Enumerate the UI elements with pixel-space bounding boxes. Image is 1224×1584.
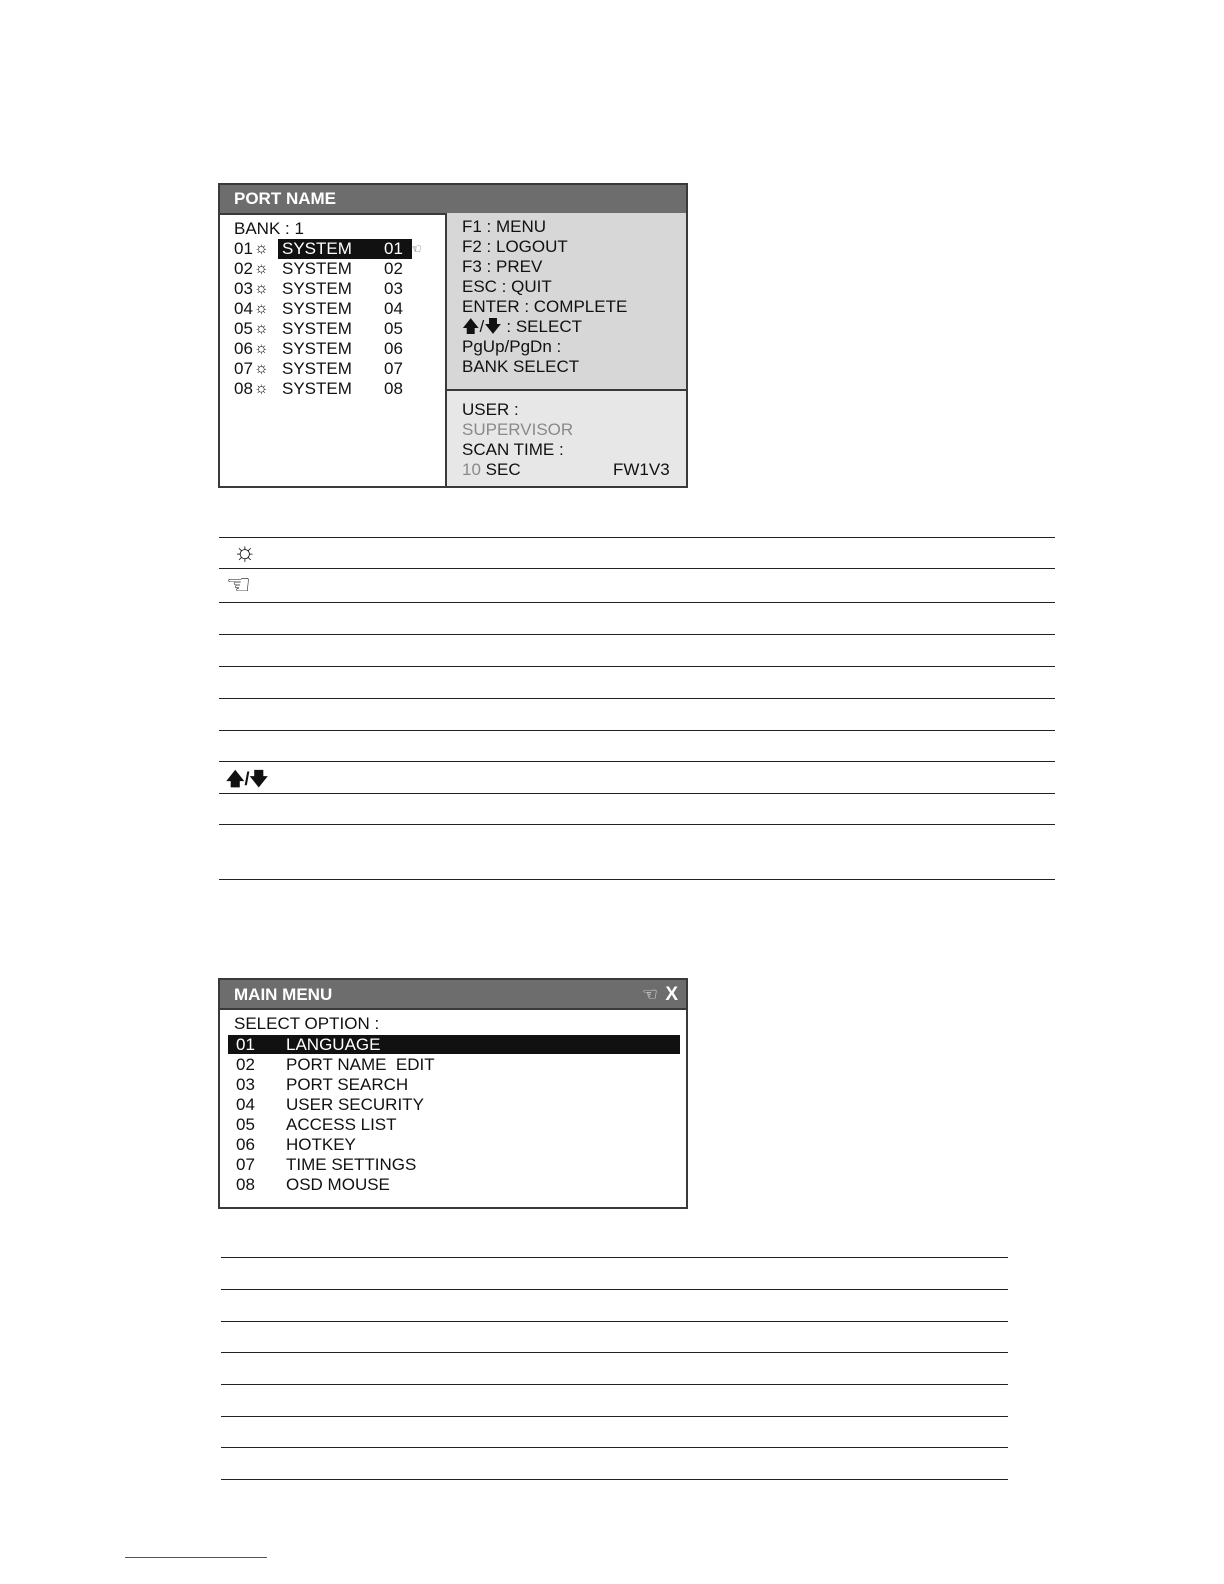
port-number: 02 [234,259,253,278]
hotkey-hint: ENTER : COMPLETE [462,297,628,316]
port-name-field[interactable] [278,299,352,319]
port-name: SYSTEM [282,239,352,258]
scan-time-unit: SEC [480,460,521,479]
table-rule [219,568,1055,569]
port-id: 07 [384,359,403,378]
port-number: 04 [234,299,253,318]
table-rule [221,1384,1008,1385]
table-rule [221,1289,1008,1290]
hotkey-hint: 🡅/🡇 : SELECT [462,317,582,336]
hotkey-help-panel [445,213,686,391]
table-rule [221,1257,1008,1258]
menu-option-label: OSD MOUSE [286,1175,390,1194]
port-name-field[interactable] [278,379,352,399]
hotkey-hint: F3 : PREV [462,257,543,276]
port-id: 08 [384,379,403,398]
port-name-window [218,183,688,488]
sun-icon: ☼ [254,320,269,337]
menu-option-language[interactable] [228,1035,680,1054]
port-name: SYSTEM [282,279,352,298]
sun-icon: ☼ [254,340,269,357]
sun-icon: ☼ [254,360,269,377]
port-name-field[interactable] [278,339,352,359]
hand-pointer-icon: ☜ [226,569,252,600]
port-number: 06 [234,339,253,358]
table-rule [219,761,1055,762]
table-rule [219,879,1055,880]
port-number: 07 [234,359,253,378]
menu-option-access-list[interactable] [228,1115,680,1134]
menu-option-number: 02 [236,1055,255,1074]
main-menu-title: MAIN MENU [234,985,333,1004]
menu-option-label: ACCESS LIST [286,1115,397,1134]
scan-time-value [462,460,521,480]
menu-option-number: 08 [236,1175,255,1194]
port-id: 01 [384,239,403,258]
port-name-field[interactable] [278,319,352,339]
sun-icon: ☼ [254,380,269,397]
menu-option-label: PORT NAME EDIT [286,1055,435,1074]
port-row[interactable] [220,379,440,399]
table-rule [221,1321,1008,1322]
port-name-header [220,185,686,215]
port-name-title: PORT NAME [234,189,336,208]
port-row[interactable] [220,319,440,339]
port-row[interactable] [220,339,440,359]
port-name: SYSTEM [282,379,352,398]
menu-option-time-settings[interactable] [228,1155,680,1174]
firmware-version: FW1V3 [613,460,670,479]
table-rule [219,793,1055,794]
table-rule [219,634,1055,635]
port-id: 02 [384,259,403,278]
table-rule [221,1352,1008,1353]
up-down-arrows-icon: 🡅/🡇 [226,769,269,789]
hand-pointer-icon: ☜ [410,241,422,256]
port-row[interactable] [220,359,440,379]
main-menu-window [218,978,688,1209]
bank-label: BANK : 1 [234,219,304,238]
port-row[interactable] [220,239,440,259]
table-rule [219,698,1055,699]
port-number: 03 [234,279,253,298]
port-name-field[interactable] [278,359,352,379]
hotkey-hint: F1 : MENU [462,217,547,236]
status-panel [445,391,686,486]
port-name: SYSTEM [282,359,352,378]
port-id: 04 [384,299,403,318]
table-rule [221,1479,1008,1480]
link-underline [125,1557,267,1558]
menu-option-port-name-edit[interactable] [228,1055,680,1074]
port-number: 08 [234,379,253,398]
menu-option-label: TIME SETTINGS [286,1155,417,1174]
port-row[interactable] [220,279,440,299]
sun-icon: ☼ [233,536,257,566]
port-id: 03 [384,279,403,298]
hotkey-hint: PgUp/PgDn : [462,337,562,356]
main-menu-header [220,980,686,1010]
hotkey-hint: F2 : LOGOUT [462,237,568,256]
sun-icon: ☼ [254,240,269,257]
hotkey-hint: ESC : QUIT [462,277,552,296]
select-option-label: SELECT OPTION : [234,1014,380,1033]
port-name: SYSTEM [282,259,352,278]
port-number: 05 [234,319,253,338]
port-name: SYSTEM [282,339,352,358]
hand-pointer-icon[interactable]: ☜ [641,984,658,1004]
sun-icon: ☼ [254,300,269,317]
menu-option-number: 01 [236,1035,255,1054]
menu-option-number: 07 [236,1155,255,1174]
menu-option-label: LANGUAGE [286,1035,381,1054]
port-name-field[interactable] [278,279,352,299]
table-rule [219,824,1055,825]
menu-option-hotkey[interactable] [228,1135,680,1154]
menu-option-number: 06 [236,1135,255,1154]
menu-option-number: 03 [236,1075,255,1094]
table-rule [221,1416,1008,1417]
hotkey-hint: BANK SELECT [462,357,580,376]
menu-option-label: PORT SEARCH [286,1075,409,1094]
port-id: 06 [384,339,403,358]
port-row[interactable] [220,299,440,319]
sun-icon: ☼ [254,280,269,297]
menu-option-number: 04 [236,1095,255,1114]
port-name: SYSTEM [282,299,352,318]
table-rule [221,1447,1008,1448]
user-label: USER : [462,400,519,419]
user-value: SUPERVISOR [462,420,574,439]
scan-time-number: 10 [462,460,481,479]
menu-option-label: USER SECURITY [286,1095,424,1114]
sun-icon: ☼ [254,260,269,277]
table-rule [219,537,1055,538]
scan-time-label: SCAN TIME : [462,440,564,459]
port-id: 05 [384,319,403,338]
menu-option-osd-mouse[interactable] [228,1175,680,1194]
menu-option-user-security[interactable] [228,1095,680,1114]
port-row[interactable] [220,259,440,279]
table-rule [219,602,1055,603]
menu-option-number: 05 [236,1115,255,1134]
close-button[interactable]: X [665,984,678,1005]
port-name: SYSTEM [282,319,352,338]
table-rule [219,666,1055,667]
table-rule [219,730,1055,731]
port-number: 01 [234,239,253,258]
menu-option-port-search[interactable] [228,1075,680,1094]
menu-option-label: HOTKEY [286,1135,356,1154]
port-name-field[interactable] [278,259,352,279]
